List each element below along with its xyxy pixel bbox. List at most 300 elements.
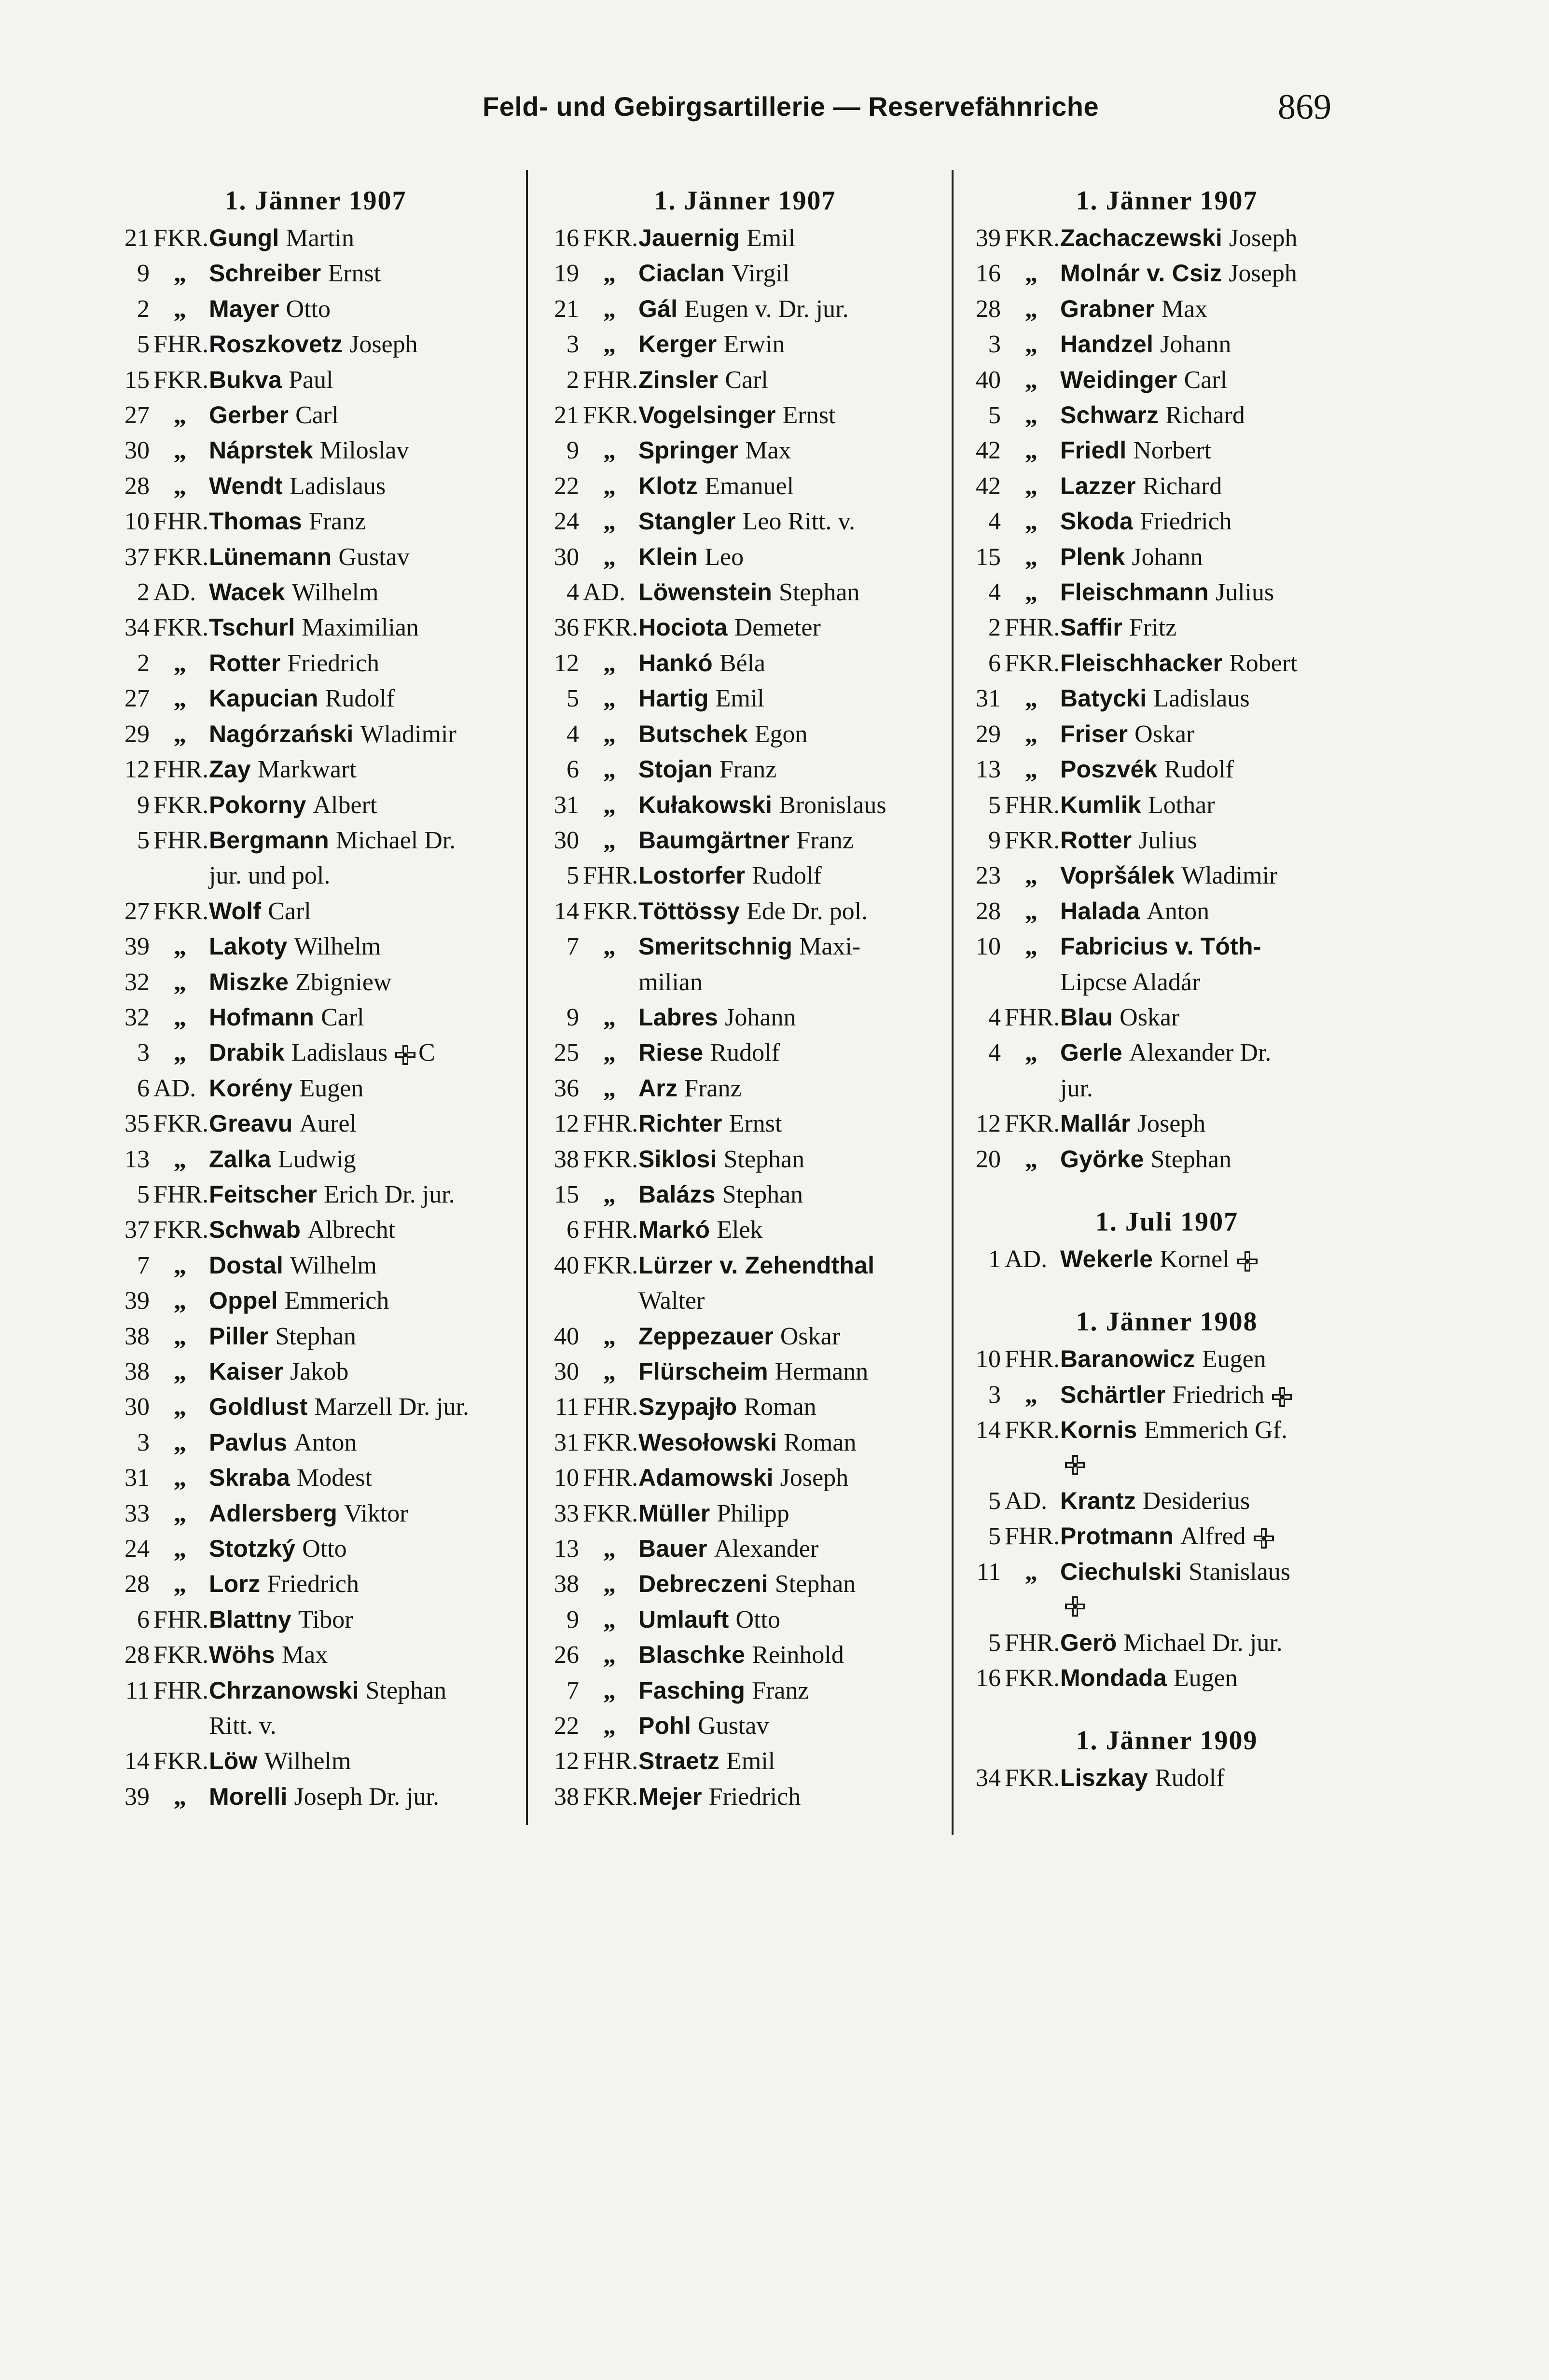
regiment-unit: FKR. <box>153 614 209 642</box>
surname: Zachaczewski <box>1060 224 1222 251</box>
ditto-mark: „ <box>603 1570 616 1598</box>
column-rule <box>526 170 528 1825</box>
regiment-number <box>539 1743 638 1779</box>
surname: Schärtler <box>1060 1381 1166 1408</box>
list-item <box>961 221 1372 256</box>
surname: Klotz <box>638 472 698 499</box>
given-names: Bronislaus <box>779 791 886 819</box>
regiment-no: 3 <box>988 1381 1001 1409</box>
surname: Mallár <box>1060 1110 1131 1137</box>
given-names: Richard <box>1142 472 1222 500</box>
given-names: Philipp <box>717 1499 789 1527</box>
given-names: Stephan <box>723 1145 805 1173</box>
person-name <box>209 894 521 929</box>
regiment-no: 38 <box>124 1358 150 1385</box>
person-name <box>638 291 951 327</box>
regiment-no: 32 <box>124 968 150 996</box>
regiment-number <box>539 1637 638 1673</box>
regiment-number <box>539 1496 638 1531</box>
regiment-no: 4 <box>988 508 1001 536</box>
list-item <box>110 752 521 787</box>
regiment-number <box>110 362 209 398</box>
regiment-no: 39 <box>124 1783 150 1811</box>
regiment-no: 2 <box>137 295 150 323</box>
regiment-no: 35 <box>124 1110 150 1138</box>
ditto-mark: „ <box>603 1676 616 1704</box>
person-name <box>638 540 951 575</box>
regiment-unit: FKR. <box>1005 1416 1060 1444</box>
regiment-no: 31 <box>976 685 1001 713</box>
ditto-mark: „ <box>603 437 616 465</box>
regiment-number <box>110 504 209 539</box>
list-item <box>539 788 951 823</box>
list-item <box>961 1106 1372 1141</box>
list-item <box>961 1242 1372 1277</box>
list-item <box>110 1177 521 1212</box>
surname: Ciaclan <box>638 260 725 287</box>
section-heading: 1. Juli 1907 <box>1095 1206 1239 1237</box>
name-continuation: jur. <box>1060 1074 1093 1102</box>
list-item <box>539 1071 951 1106</box>
person-name <box>209 1637 521 1673</box>
given-names: Ludwig <box>277 1145 356 1173</box>
list-item <box>961 1660 1372 1696</box>
list-item <box>961 1519 1372 1554</box>
regiment-number <box>110 646 209 681</box>
person-name <box>209 1602 521 1637</box>
decoration-cross-icon <box>1236 1250 1259 1273</box>
regiment-no: 37 <box>124 1216 150 1244</box>
person-name <box>1060 1625 1372 1660</box>
column-2 <box>539 181 951 1814</box>
person-name <box>1060 1377 1372 1412</box>
person-name <box>209 752 521 787</box>
person-name <box>1060 823 1372 858</box>
regiment-unit: FHR. <box>1005 1629 1060 1657</box>
regiment-no: 12 <box>976 1110 1001 1138</box>
given-names: Albrecht <box>307 1216 396 1244</box>
surname: Szypajło <box>638 1393 737 1421</box>
given-names: Jakob <box>290 1358 349 1385</box>
given-names: Alfred <box>1180 1522 1246 1550</box>
surname: Balázs <box>638 1180 716 1208</box>
given-names: Wilhelm <box>294 933 381 961</box>
surname: Plenk <box>1060 543 1125 570</box>
person-name <box>638 1106 951 1141</box>
ditto-mark: „ <box>174 1393 186 1421</box>
regiment-unit: FKR. <box>153 791 209 819</box>
given-names: Stephan <box>779 579 860 607</box>
ditto-mark: „ <box>174 437 186 465</box>
ditto-mark: „ <box>603 1641 616 1669</box>
regiment-number <box>110 1106 209 1141</box>
regiment-number <box>110 1319 209 1354</box>
given-names: Friedrich <box>1172 1381 1265 1409</box>
regiment-no: 27 <box>124 897 150 925</box>
regiment-number <box>961 1142 1060 1177</box>
regiment-no: 38 <box>124 1322 150 1350</box>
ditto-mark: „ <box>603 649 616 677</box>
list-item <box>961 504 1372 539</box>
person-name <box>1060 1000 1372 1035</box>
surname: Lürzer v. Zehendthal <box>638 1251 875 1279</box>
surname: Schwarz <box>1060 401 1159 429</box>
list-item <box>110 540 521 575</box>
surname: Fleischhacker <box>1060 649 1223 677</box>
person-name <box>1060 291 1372 327</box>
list-item <box>110 327 521 362</box>
regiment-unit: FKR. <box>153 224 209 252</box>
regiment-number <box>539 1602 638 1637</box>
name-continuation: Walter <box>638 1287 705 1315</box>
ditto-mark: „ <box>1025 331 1037 359</box>
list-item <box>961 291 1372 327</box>
person-name <box>1060 1760 1372 1796</box>
person-name <box>209 398 521 433</box>
surname: Greavu <box>209 1110 293 1137</box>
regiment-number <box>961 929 1060 964</box>
surname: Lakoty <box>209 933 288 960</box>
person-name <box>1060 681 1372 716</box>
ditto-mark: „ <box>174 685 186 713</box>
regiment-number <box>110 1212 209 1247</box>
regiment-number <box>539 1035 638 1070</box>
surname: Saffir <box>1060 614 1123 641</box>
person-name <box>1060 717 1372 752</box>
list-item <box>539 681 951 716</box>
regiment-unit: FHR. <box>583 1216 638 1244</box>
regiment-no: 15 <box>976 543 1001 571</box>
surname: Rotter <box>209 649 281 677</box>
list-item <box>961 717 1372 752</box>
given-names: Modest <box>296 1464 372 1492</box>
regiment-number <box>110 681 209 716</box>
ditto-mark: „ <box>174 295 186 323</box>
surname: Poszvék <box>1060 756 1158 783</box>
list-item <box>961 894 1372 929</box>
regiment-no: 5 <box>567 862 579 890</box>
list-item <box>539 1389 951 1425</box>
regiment-number <box>961 540 1060 575</box>
person-name <box>209 1283 521 1318</box>
list-item <box>961 575 1372 610</box>
ditto-mark: „ <box>603 1180 616 1208</box>
person-name <box>638 1071 951 1106</box>
list-item <box>961 1760 1372 1796</box>
surname: Zinsler <box>638 366 719 393</box>
surname: Adlersberg <box>209 1499 337 1527</box>
regiment-no: 21 <box>124 224 150 252</box>
surname: Gál <box>638 295 678 322</box>
ditto-mark: „ <box>1025 401 1037 429</box>
ditto-mark: „ <box>174 1358 186 1385</box>
regiment-number <box>110 256 209 291</box>
given-names: Max <box>281 1641 328 1669</box>
regiment-no: 29 <box>124 720 150 748</box>
regiment-no: 7 <box>567 1676 579 1704</box>
surname: Löwenstein <box>638 579 773 606</box>
surname: Kumlik <box>1060 791 1141 818</box>
given-names: Aurel <box>299 1110 357 1138</box>
surname: Lostorfer <box>638 862 746 889</box>
list-item <box>539 540 951 575</box>
given-names: Ernst <box>328 260 381 288</box>
regiment-no: 6 <box>988 649 1001 677</box>
regiment-no: 39 <box>124 933 150 961</box>
page-number: 869 <box>1278 87 1331 127</box>
given-names: Lothar <box>1148 791 1215 819</box>
regiment-unit: FKR. <box>583 897 638 925</box>
regiment-number <box>110 1673 209 1708</box>
regiment-number <box>961 894 1060 929</box>
surname: Adamowski <box>638 1464 774 1492</box>
person-name <box>209 1142 521 1177</box>
ditto-mark: „ <box>603 1712 616 1740</box>
ditto-mark: „ <box>174 1145 186 1173</box>
person-name <box>209 1035 521 1070</box>
ditto-mark: „ <box>603 1358 616 1385</box>
list-item <box>110 929 521 964</box>
regiment-no: 9 <box>567 1605 579 1633</box>
given-names: Miloslav <box>319 437 409 465</box>
list-item <box>110 1566 521 1602</box>
person-name <box>638 1743 951 1779</box>
regiment-no: 2 <box>137 649 150 677</box>
given-names: Joseph <box>1229 224 1298 252</box>
given-names: Franz <box>719 756 777 784</box>
status-mark: C <box>418 1039 435 1067</box>
surname: Stotzký <box>209 1535 296 1563</box>
given-names: Wladimir <box>1181 862 1278 890</box>
ditto-mark: „ <box>174 1570 186 1598</box>
list-item <box>961 327 1372 362</box>
surname: Stangler <box>638 508 736 535</box>
ditto-mark: „ <box>1025 295 1037 323</box>
given-names: Carl <box>725 366 768 394</box>
regiment-number <box>110 575 209 610</box>
person-name <box>1060 788 1372 823</box>
list-item <box>539 1319 951 1354</box>
list-item <box>110 1248 521 1283</box>
section-heading: 1. Jänner 1907 <box>224 186 407 216</box>
surname: Klein <box>638 543 698 570</box>
regiment-unit: FHR. <box>1005 1522 1060 1550</box>
regiment-unit: FKR. <box>583 1428 638 1456</box>
ditto-mark: „ <box>1025 260 1037 288</box>
surname: Stojan <box>638 756 713 783</box>
given-names: Emmerich <box>284 1287 389 1315</box>
regiment-number <box>961 1000 1060 1035</box>
person-name <box>1060 256 1372 291</box>
regiment-number <box>110 929 209 964</box>
given-names: Stephan <box>774 1570 856 1598</box>
surname: Straetz <box>638 1747 720 1775</box>
surname: Kaiser <box>209 1358 284 1385</box>
ditto-mark: „ <box>603 1003 616 1031</box>
person-name <box>209 1779 521 1814</box>
regiment-no: 3 <box>137 1039 150 1067</box>
person-name <box>209 1248 521 1283</box>
person-name <box>209 681 521 716</box>
section-gap <box>961 1177 1372 1202</box>
person-name <box>638 1673 951 1708</box>
regiment-number <box>961 1412 1060 1448</box>
surname: Molnár v. Csiz <box>1060 260 1222 287</box>
list-item <box>961 1142 1372 1177</box>
person-name <box>638 1637 951 1673</box>
regiment-no: 9 <box>567 1003 579 1031</box>
given-names: Johann <box>1132 543 1203 571</box>
regiment-no: 34 <box>124 614 150 642</box>
person-name <box>209 965 521 1000</box>
given-names: Max <box>1161 295 1208 323</box>
ditto-mark: „ <box>1025 366 1037 394</box>
given-names: Richard <box>1165 401 1245 429</box>
regiment-no: 38 <box>554 1145 579 1173</box>
person-name <box>638 1389 951 1425</box>
decoration-cross-icon <box>1271 1386 1293 1408</box>
regiment-unit: FKR. <box>583 1251 638 1279</box>
ditto-mark: „ <box>603 1322 616 1350</box>
person-name <box>209 575 521 610</box>
regiment-no: 27 <box>124 401 150 429</box>
regiment-no: 42 <box>976 437 1001 465</box>
list-item <box>539 1212 951 1247</box>
list-item <box>539 221 951 256</box>
regiment-no: 3 <box>137 1428 150 1456</box>
person-name <box>638 1531 951 1566</box>
regiment-unit: FKR. <box>583 1145 638 1173</box>
list-item <box>539 1673 951 1708</box>
person-name <box>209 1460 521 1495</box>
person-name <box>209 221 521 256</box>
regiment-no: 5 <box>988 401 1001 429</box>
list-item <box>539 1743 951 1779</box>
regiment-number <box>539 1566 638 1602</box>
person-name <box>1060 646 1372 681</box>
regiment-number <box>110 1743 209 1779</box>
regiment-unit: FHR. <box>1005 791 1060 819</box>
regiment-unit: FKR. <box>153 1641 209 1669</box>
person-name <box>1060 1483 1372 1519</box>
ditto-mark: „ <box>1025 862 1037 890</box>
surname: Nagórzański <box>209 720 354 747</box>
given-names: Paul <box>289 366 333 394</box>
regiment-no: 9 <box>137 791 150 819</box>
list-item <box>110 1531 521 1566</box>
given-names: Michael Dr. jur. <box>1123 1629 1283 1657</box>
regiment-number <box>110 1354 209 1389</box>
regiment-number <box>539 1425 638 1460</box>
person-name <box>638 1425 951 1460</box>
surname: Hociota <box>638 614 728 641</box>
surname: Handzel <box>1060 331 1154 358</box>
list-item <box>961 1554 1372 1590</box>
regiment-no: 5 <box>988 791 1001 819</box>
regiment-number <box>539 433 638 468</box>
given-names: Ladislaus <box>291 1039 388 1067</box>
regiment-number <box>961 1554 1060 1590</box>
list-item <box>110 1354 521 1389</box>
list-item <box>539 1531 951 1566</box>
given-names: Erich Dr. jur. <box>324 1180 455 1208</box>
regiment-unit: FKR. <box>583 224 638 252</box>
person-name <box>209 1531 521 1566</box>
name-continuation: Lipcse Aladár <box>1060 968 1201 996</box>
regiment-number <box>110 1248 209 1283</box>
given-names: Anton <box>294 1428 357 1456</box>
given-names: Rudolf <box>1164 756 1234 784</box>
surname: Gerö <box>1060 1629 1117 1656</box>
list-item <box>539 1106 951 1141</box>
running-head <box>0 87 1549 140</box>
regiment-number <box>110 1779 209 1814</box>
regiment-number <box>539 1212 638 1247</box>
person-name <box>209 1354 521 1389</box>
list-item <box>110 1212 521 1247</box>
regiment-unit: FKR. <box>1005 224 1060 252</box>
regiment-number <box>539 398 638 433</box>
section-heading: 1. Jänner 1907 <box>1076 186 1258 216</box>
list-item <box>539 1566 951 1602</box>
given-names: Oskar <box>1120 1003 1180 1031</box>
ditto-mark: „ <box>174 1499 186 1527</box>
list-item <box>539 327 951 362</box>
regiment-number <box>961 1242 1060 1277</box>
regiment-number <box>961 717 1060 752</box>
ditto-mark: „ <box>174 260 186 288</box>
regiment-unit: FHR. <box>153 331 209 359</box>
ditto-mark: „ <box>603 791 616 819</box>
person-name <box>1060 398 1372 433</box>
name-continuation: milian <box>638 968 703 996</box>
given-names: Emil <box>715 685 764 713</box>
surname: Skoda <box>1060 508 1134 535</box>
given-names: Eugen <box>1173 1664 1238 1692</box>
regiment-unit: FHR. <box>153 1605 209 1633</box>
given-names: Michael Dr. <box>335 826 456 854</box>
cross-line <box>961 1590 1372 1625</box>
surname: Müller <box>638 1499 710 1527</box>
person-name <box>1060 1242 1372 1277</box>
given-names: Franz <box>796 826 854 854</box>
given-names: Stephan <box>275 1322 357 1350</box>
person-name <box>1060 1660 1372 1696</box>
person-name <box>638 575 951 610</box>
person-name <box>209 1425 521 1460</box>
ditto-mark: „ <box>603 472 616 500</box>
regiment-no: 40 <box>976 366 1001 394</box>
ditto-mark: „ <box>1025 1039 1037 1067</box>
surname: Pokorny <box>209 791 306 818</box>
surname: Gerber <box>209 401 289 429</box>
ditto-mark: „ <box>603 508 616 536</box>
regiment-number <box>539 1389 638 1425</box>
regiment-no: 33 <box>554 1499 579 1527</box>
regiment-number <box>110 1142 209 1177</box>
person-name <box>638 398 951 433</box>
regiment-no: 5 <box>988 1522 1001 1550</box>
person-name <box>638 858 951 893</box>
surname: Kapucian <box>209 685 318 712</box>
surname: Lünemann <box>209 543 332 570</box>
given-names: Elek <box>717 1216 763 1244</box>
list-item <box>539 1000 951 1035</box>
name-continuation: Ritt. v. <box>209 1712 277 1740</box>
surname: Zalka <box>209 1145 271 1173</box>
ditto-mark: „ <box>603 933 616 961</box>
surname: Dostal <box>209 1251 284 1279</box>
